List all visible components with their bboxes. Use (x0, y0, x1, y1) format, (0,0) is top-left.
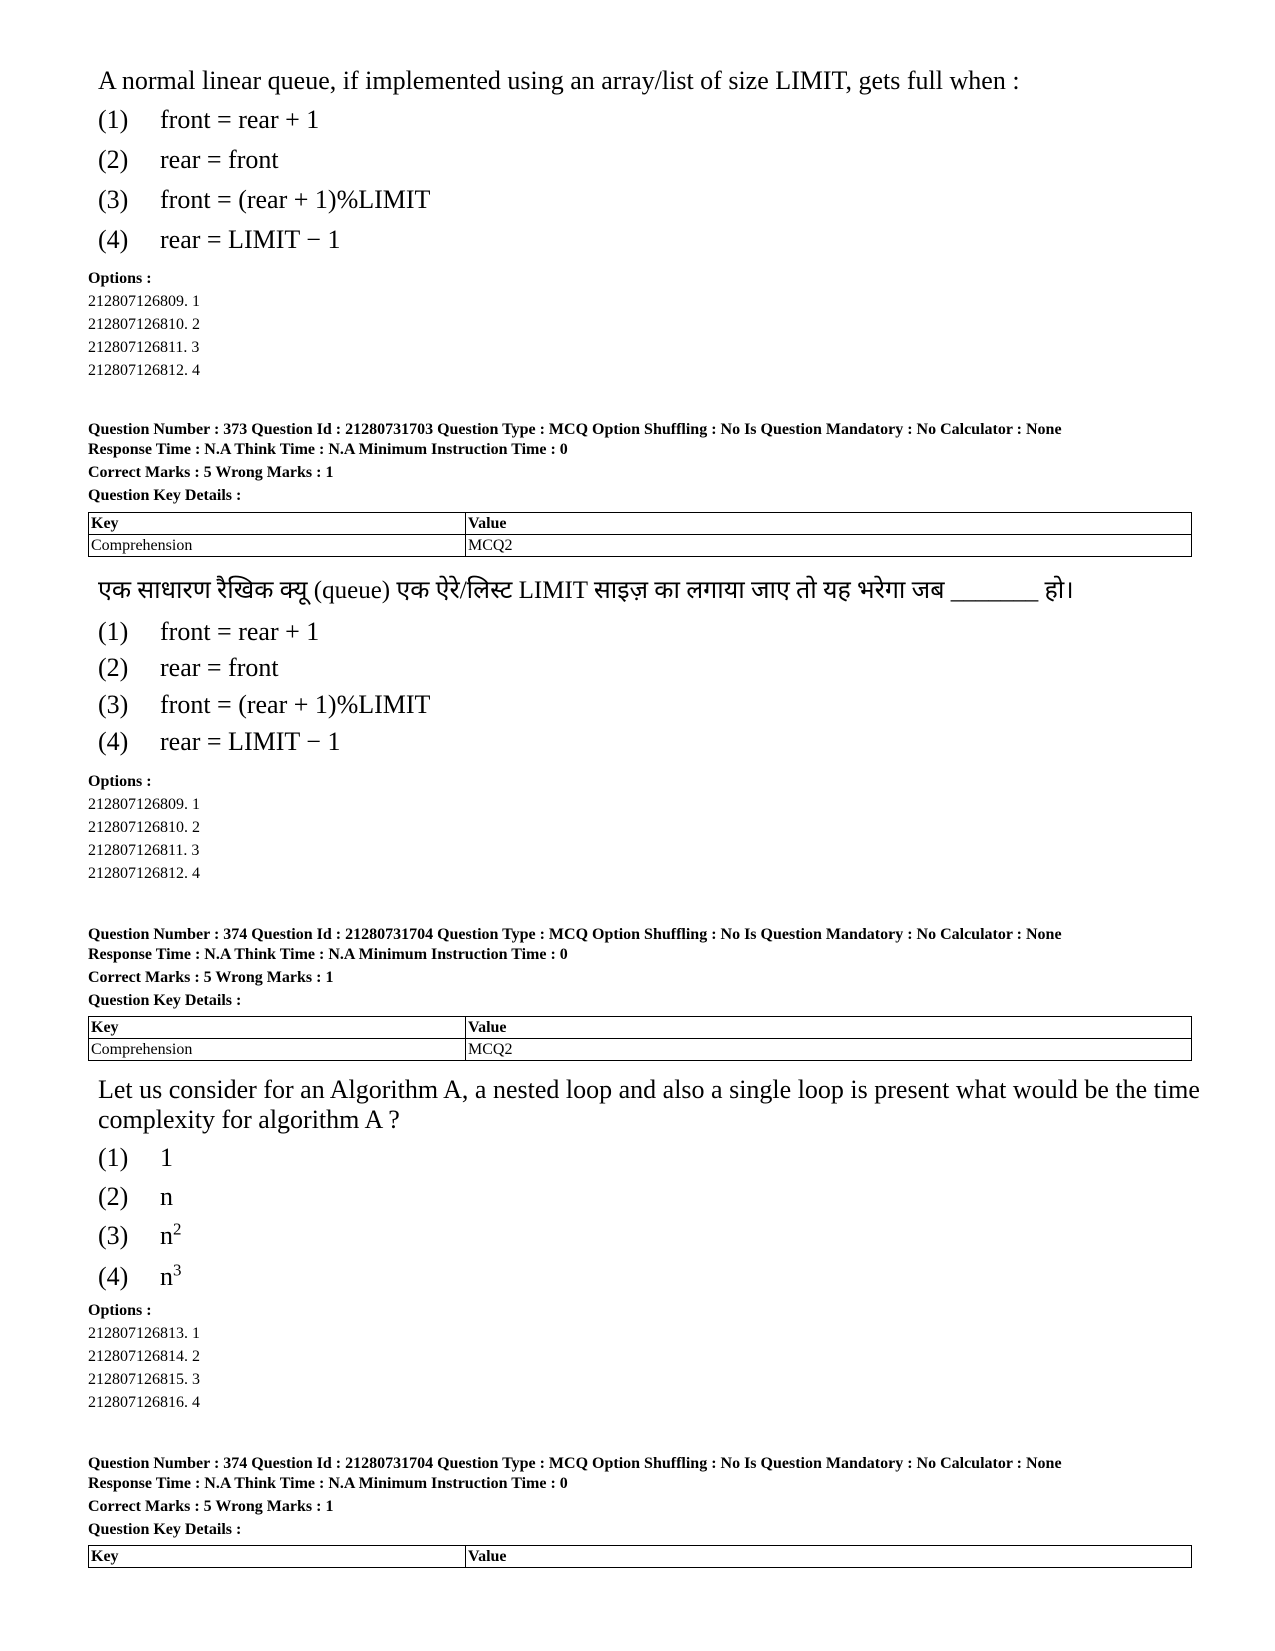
choice-4 (98, 727, 340, 757)
value-header: Value (466, 513, 1192, 535)
marks-line: Correct Marks : 5 Wrong Marks : 1 (88, 969, 334, 986)
options-label: Options : (88, 270, 152, 287)
choice-1 (98, 617, 319, 647)
value-cell: MCQ2 (466, 535, 1192, 557)
question-meta (88, 925, 1062, 1011)
options-label: Options : (88, 773, 152, 790)
key-details-label: Question Key Details : (88, 992, 242, 1009)
table-row (89, 535, 1192, 557)
choice-text: front = (rear + 1)%LIMIT (160, 690, 431, 719)
choice-number: (1) (98, 1143, 129, 1172)
key-details-label: Question Key Details : (88, 487, 242, 504)
choice-number: (4) (98, 727, 129, 756)
choice-number: (2) (98, 653, 129, 682)
choice-text: n (160, 1262, 173, 1291)
choice-3 (98, 185, 430, 215)
question-meta (88, 420, 1062, 506)
choice-text: rear = LIMIT − 1 (160, 727, 341, 756)
options-list (88, 771, 200, 885)
question-text: A normal linear queue, if implemented using an array/list of size LIMIT, gets full when : (98, 66, 1020, 95)
choice-4 (98, 225, 340, 255)
exponent: 2 (173, 1219, 182, 1239)
key-header: Key (89, 1546, 466, 1568)
key-cell: Comprehension (89, 1039, 466, 1061)
value-header: Value (466, 1017, 1192, 1039)
choice-number: (3) (98, 1221, 129, 1250)
key-header: Key (89, 513, 466, 535)
choice-text: 1 (160, 1143, 173, 1172)
table-row (89, 1039, 1192, 1061)
option-item: 212807126812. 4 (88, 362, 200, 379)
option-item: 212807126810. 2 (88, 316, 200, 333)
choice-text: front = rear + 1 (160, 617, 320, 646)
option-item: 212807126810. 2 (88, 819, 200, 836)
choice-4 (98, 1262, 182, 1292)
option-item: 212807126815. 3 (88, 1371, 200, 1388)
options-list (88, 1300, 200, 1414)
options-label: Options : (88, 1302, 152, 1319)
option-item: 212807126814. 2 (88, 1348, 200, 1365)
question-text-hindi: एक साधारण रैखिक क्यू (queue) एक ऐरे/लिस्ट LIMIT साइज़ का लगाया जाए तो यह भरेगा जब _______ हो। (98, 577, 1074, 604)
key-value-table (88, 1545, 1192, 1568)
meta-line-2: Response Time : N.A Think Time : N.A Minimum Instruction Time : 0 (88, 946, 568, 963)
key-details-label: Question Key Details : (88, 1521, 242, 1538)
key-value-table (88, 512, 1192, 557)
option-item: 212807126811. 3 (88, 339, 200, 356)
choice-number: (2) (98, 145, 129, 174)
choice-number: (4) (98, 225, 129, 254)
meta-line-1: Question Number : 374 Question Id : 21280731704 Question Type : MCQ Option Shuffling : No Is Question Mandatory : No Calculator : None (88, 926, 1062, 943)
marks-line: Correct Marks : 5 Wrong Marks : 1 (88, 1498, 334, 1515)
option-item: 212807126809. 1 (88, 796, 200, 813)
choice-number: (3) (98, 690, 129, 719)
choice-text: rear = front (160, 653, 279, 682)
choice-3 (98, 1221, 182, 1251)
key-value-table (88, 1016, 1192, 1061)
table-header-row (89, 513, 1192, 535)
option-item: 212807126816. 4 (88, 1394, 200, 1411)
value-header: Value (466, 1546, 1192, 1568)
meta-line-1: Question Number : 374 Question Id : 21280731704 Question Type : MCQ Option Shuffling : No Is Question Mandatory : No Calculator : None (88, 1455, 1062, 1472)
value-cell: MCQ2 (466, 1039, 1192, 1061)
option-item: 212807126811. 3 (88, 842, 200, 859)
choice-number: (4) (98, 1262, 129, 1291)
choice-3 (98, 690, 430, 720)
choice-number: (1) (98, 617, 129, 646)
exponent: 3 (173, 1260, 182, 1280)
choice-number: (3) (98, 185, 129, 214)
meta-line-2: Response Time : N.A Think Time : N.A Minimum Instruction Time : 0 (88, 441, 568, 458)
option-item: 212807126812. 4 (88, 865, 200, 882)
choice-text: n (160, 1182, 173, 1211)
choice-1 (98, 105, 319, 135)
choice-1 (98, 1143, 173, 1173)
choice-text: n (160, 1221, 173, 1250)
question-text: Let us consider for an Algorithm A, a nested loop and also a single loop is present what would be the time complexity for algorithm A ? (98, 1075, 1200, 1134)
marks-line: Correct Marks : 5 Wrong Marks : 1 (88, 464, 334, 481)
choice-text: front = rear + 1 (160, 105, 320, 134)
key-header: Key (89, 1017, 466, 1039)
meta-line-2: Response Time : N.A Think Time : N.A Minimum Instruction Time : 0 (88, 1475, 568, 1492)
choice-text: rear = front (160, 145, 279, 174)
choice-text: front = (rear + 1)%LIMIT (160, 185, 431, 214)
option-item: 212807126813. 1 (88, 1325, 200, 1342)
choice-number: (2) (98, 1182, 129, 1211)
key-cell: Comprehension (89, 535, 466, 557)
meta-line-1: Question Number : 373 Question Id : 21280731703 Question Type : MCQ Option Shuffling : No Is Question Mandatory : No Calculator : None (88, 421, 1062, 438)
choice-2 (98, 1182, 173, 1212)
choice-2 (98, 145, 279, 175)
option-item: 212807126809. 1 (88, 293, 200, 310)
table-header-row (89, 1017, 1192, 1039)
options-list (88, 268, 200, 382)
table-header-row (89, 1546, 1192, 1568)
question-meta (88, 1454, 1062, 1540)
choice-2 (98, 653, 279, 683)
choice-text: rear = LIMIT − 1 (160, 225, 341, 254)
choice-number: (1) (98, 105, 129, 134)
